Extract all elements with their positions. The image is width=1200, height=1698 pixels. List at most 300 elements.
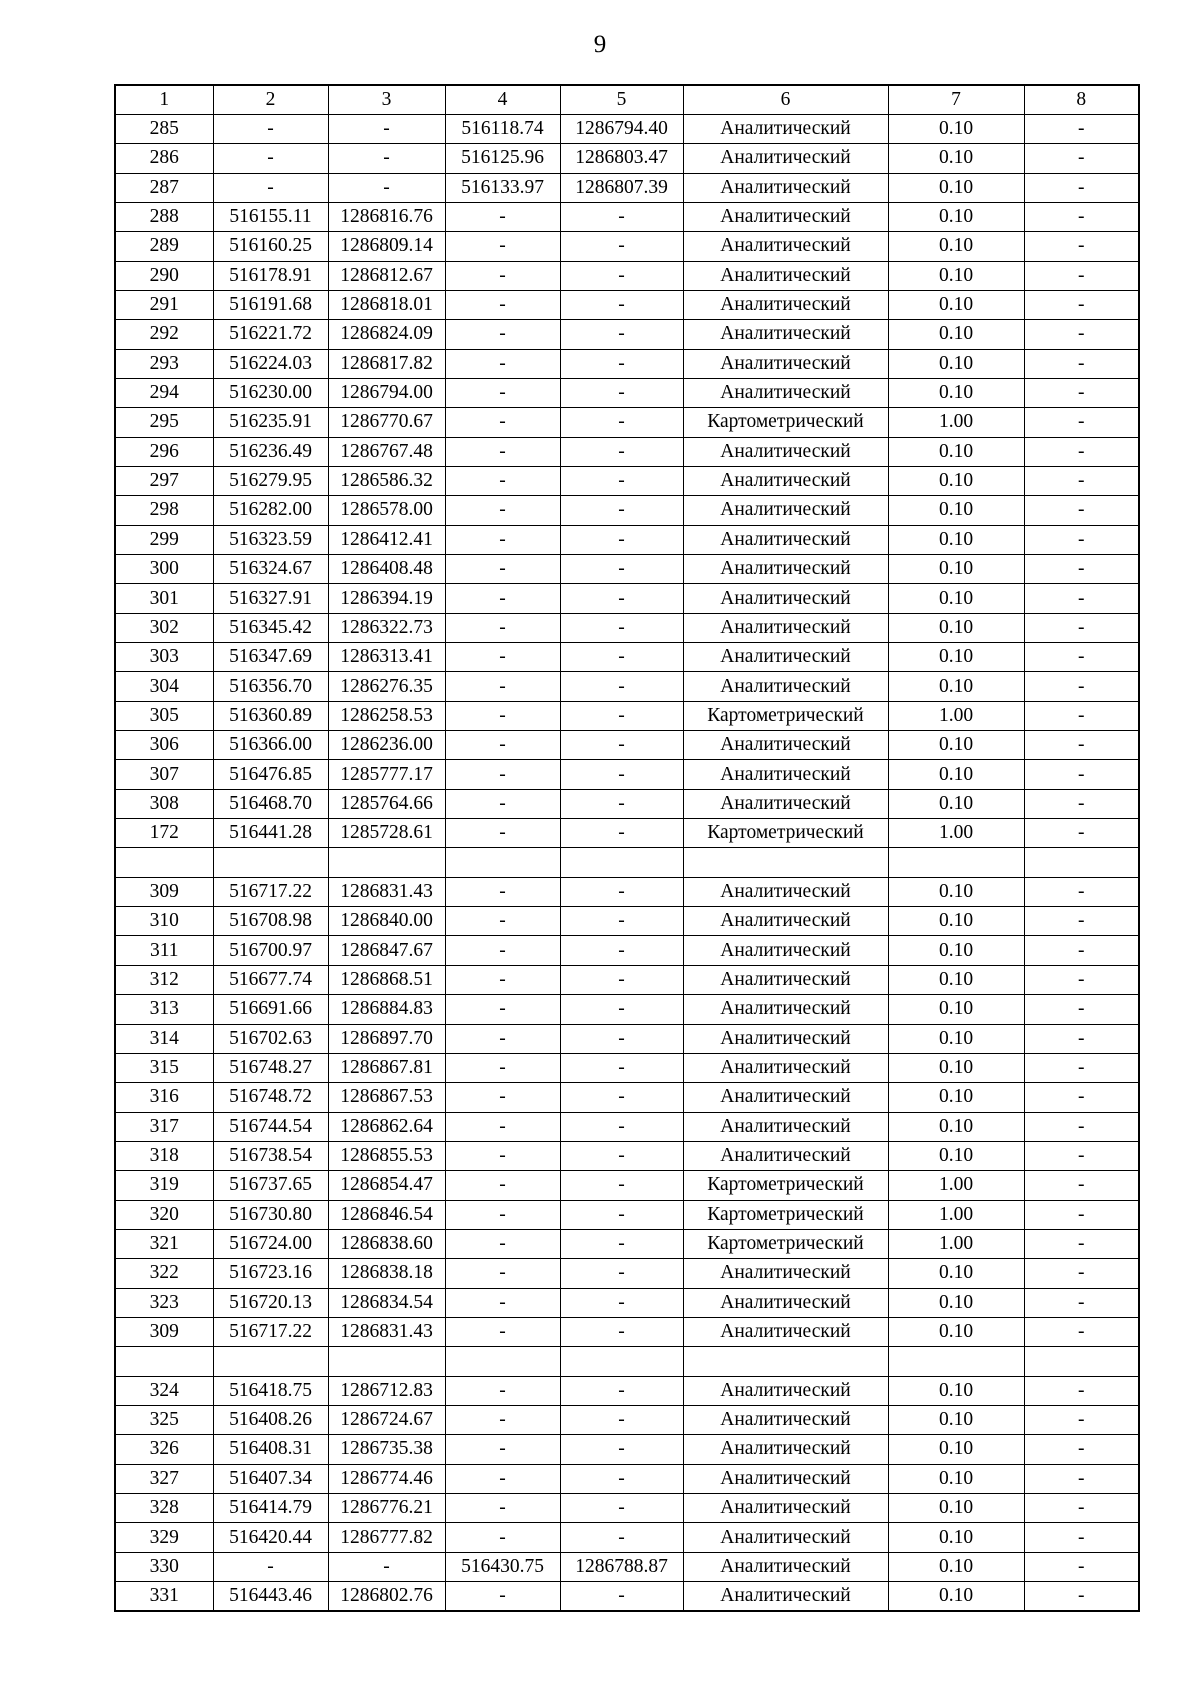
cell-x-coord: 516730.80	[213, 1200, 328, 1229]
cell-x-coord-alt: -	[445, 1435, 560, 1464]
cell-y-coord: 1286586.32	[328, 466, 445, 495]
cell-accuracy: 0.10	[888, 290, 1024, 319]
cell-y-coord: 1286578.00	[328, 496, 445, 525]
cell-y-coord: 1286847.67	[328, 936, 445, 965]
cell-method: Аналитический	[683, 1405, 888, 1434]
cell-note: -	[1024, 907, 1139, 936]
header-cell-x-coord-alt: 4	[445, 85, 560, 114]
cell-y-coord-alt: -	[560, 1024, 683, 1053]
cell-y-coord: 1286322.73	[328, 613, 445, 642]
cell-x-coord-alt: -	[445, 1523, 560, 1552]
cell-method: Аналитический	[683, 1288, 888, 1317]
cell-method: Аналитический	[683, 907, 888, 936]
cell-x-coord-alt: -	[445, 232, 560, 261]
cell-y-coord-alt: -	[560, 1112, 683, 1141]
cell-note: -	[1024, 144, 1139, 173]
cell-point-number: 325	[115, 1405, 213, 1434]
cell-y-coord: 1286770.67	[328, 408, 445, 437]
cell-note: -	[1024, 320, 1139, 349]
cell-method: Картометрический	[683, 819, 888, 848]
cell-y-coord: 1286276.35	[328, 672, 445, 701]
table-row	[115, 525, 1139, 554]
cell-accuracy: 0.10	[888, 378, 1024, 407]
table-row	[115, 1053, 1139, 1082]
cell-point-number: 300	[115, 555, 213, 584]
table-row	[115, 1552, 1139, 1581]
cell-x-coord: 516691.66	[213, 995, 328, 1024]
table-row	[115, 672, 1139, 701]
cell-x-coord-alt: -	[445, 1259, 560, 1288]
cell-note: -	[1024, 378, 1139, 407]
cell-accuracy: 0.10	[888, 584, 1024, 613]
cell-x-coord-alt	[445, 1347, 560, 1376]
cell-x-coord-alt: -	[445, 1024, 560, 1053]
cell-note: -	[1024, 1464, 1139, 1493]
cell-accuracy: 1.00	[888, 701, 1024, 730]
cell-point-number: 293	[115, 349, 213, 378]
table-row	[115, 731, 1139, 760]
cell-x-coord: 516155.11	[213, 202, 328, 231]
table-row	[115, 1347, 1139, 1376]
cell-x-coord: 516178.91	[213, 261, 328, 290]
cell-point-number: 309	[115, 1317, 213, 1346]
cell-point-number: 299	[115, 525, 213, 554]
cell-accuracy: 0.10	[888, 643, 1024, 672]
table-row	[115, 1083, 1139, 1112]
cell-x-coord: 516724.00	[213, 1229, 328, 1258]
cell-method: Аналитический	[683, 1259, 888, 1288]
cell-x-coord: 516279.95	[213, 466, 328, 495]
cell-x-coord: 516708.98	[213, 907, 328, 936]
cell-y-coord-alt: -	[560, 349, 683, 378]
cell-method: Аналитический	[683, 1083, 888, 1112]
cell-y-coord: -	[328, 1552, 445, 1581]
cell-x-coord-alt: -	[445, 877, 560, 906]
cell-point-number: 315	[115, 1053, 213, 1082]
cell-x-coord-alt: -	[445, 819, 560, 848]
cell-y-coord-alt: -	[560, 584, 683, 613]
cell-method: Картометрический	[683, 408, 888, 437]
cell-method: Картометрический	[683, 701, 888, 730]
cell-y-coord: 1286862.64	[328, 1112, 445, 1141]
cell-accuracy: 0.10	[888, 555, 1024, 584]
cell-x-coord: 516408.31	[213, 1435, 328, 1464]
table-row	[115, 1229, 1139, 1258]
cell-method: Аналитический	[683, 760, 888, 789]
cell-accuracy: 0.10	[888, 672, 1024, 701]
cell-y-coord-alt: -	[560, 525, 683, 554]
cell-accuracy: 0.10	[888, 731, 1024, 760]
cell-x-coord: 516327.91	[213, 584, 328, 613]
cell-y-coord-alt: -	[560, 1259, 683, 1288]
cell-note: -	[1024, 789, 1139, 818]
table-row	[115, 1171, 1139, 1200]
table-row	[115, 1317, 1139, 1346]
cell-method: Аналитический	[683, 643, 888, 672]
cell-y-coord-alt: -	[560, 1376, 683, 1405]
cell-accuracy: 0.10	[888, 1317, 1024, 1346]
cell-accuracy	[888, 1347, 1024, 1376]
cell-point-number: 329	[115, 1523, 213, 1552]
cell-y-coord: 1285764.66	[328, 789, 445, 818]
cell-point-number: 303	[115, 643, 213, 672]
cell-x-coord: 516408.26	[213, 1405, 328, 1434]
cell-x-coord-alt: 516430.75	[445, 1552, 560, 1581]
cell-accuracy: 0.10	[888, 936, 1024, 965]
page-number: 9	[593, 31, 607, 58]
cell-x-coord-alt: 516125.96	[445, 144, 560, 173]
cell-point-number: 330	[115, 1552, 213, 1581]
table-row	[115, 144, 1139, 173]
cell-x-coord-alt: -	[445, 1053, 560, 1082]
cell-accuracy: 0.10	[888, 525, 1024, 554]
cell-y-coord-alt: -	[560, 261, 683, 290]
cell-note: -	[1024, 466, 1139, 495]
cell-y-coord: 1286794.00	[328, 378, 445, 407]
cell-method: Аналитический	[683, 144, 888, 173]
cell-point-number	[115, 1347, 213, 1376]
cell-x-coord: 516224.03	[213, 349, 328, 378]
cell-method: Картометрический	[683, 1200, 888, 1229]
cell-y-coord: 1286724.67	[328, 1405, 445, 1434]
table-row	[115, 437, 1139, 466]
table-row	[115, 936, 1139, 965]
cell-x-coord-alt: -	[445, 320, 560, 349]
cell-x-coord: 516717.22	[213, 877, 328, 906]
cell-y-coord-alt	[560, 1347, 683, 1376]
cell-x-coord-alt	[445, 848, 560, 877]
header-cell-x-coord: 2	[213, 85, 328, 114]
cell-point-number: 302	[115, 613, 213, 642]
cell-x-coord: 516160.25	[213, 232, 328, 261]
cell-method	[683, 1347, 888, 1376]
table-row	[115, 1288, 1139, 1317]
cell-x-coord-alt: -	[445, 1405, 560, 1434]
cell-note: -	[1024, 672, 1139, 701]
cell-x-coord: 516748.72	[213, 1083, 328, 1112]
cell-y-coord-alt: -	[560, 1464, 683, 1493]
table-row	[115, 1523, 1139, 1552]
cell-x-coord: 516414.79	[213, 1494, 328, 1523]
cell-x-coord-alt: -	[445, 1141, 560, 1170]
cell-x-coord-alt: -	[445, 907, 560, 936]
cell-accuracy: 0.10	[888, 144, 1024, 173]
cell-x-coord-alt: -	[445, 1582, 560, 1611]
table-row	[115, 320, 1139, 349]
table-row	[115, 584, 1139, 613]
cell-accuracy: 0.10	[888, 496, 1024, 525]
cell-method: Аналитический	[683, 1053, 888, 1082]
table-row	[115, 408, 1139, 437]
cell-y-coord-alt: -	[560, 789, 683, 818]
cell-point-number: 296	[115, 437, 213, 466]
table-row	[115, 701, 1139, 730]
cell-y-coord-alt: -	[560, 995, 683, 1024]
cell-x-coord: -	[213, 173, 328, 202]
cell-y-coord-alt: -	[560, 1405, 683, 1434]
cell-x-coord: 516221.72	[213, 320, 328, 349]
header-row	[115, 85, 1139, 114]
cell-y-coord: -	[328, 144, 445, 173]
table-row	[115, 1141, 1139, 1170]
cell-accuracy: 0.10	[888, 232, 1024, 261]
cell-note: -	[1024, 1405, 1139, 1434]
cell-accuracy: 0.10	[888, 613, 1024, 642]
cell-note: -	[1024, 408, 1139, 437]
cell-accuracy: 0.10	[888, 349, 1024, 378]
cell-y-coord: 1286884.83	[328, 995, 445, 1024]
header-cell-method: 6	[683, 85, 888, 114]
cell-x-coord: -	[213, 1552, 328, 1581]
cell-accuracy: 0.10	[888, 1523, 1024, 1552]
cell-y-coord: 1286774.46	[328, 1464, 445, 1493]
cell-y-coord: 1286812.67	[328, 261, 445, 290]
cell-point-number: 320	[115, 1200, 213, 1229]
cell-y-coord: 1286855.53	[328, 1141, 445, 1170]
cell-y-coord-alt: -	[560, 1582, 683, 1611]
cell-note: -	[1024, 290, 1139, 319]
cell-y-coord: 1286831.43	[328, 877, 445, 906]
cell-y-coord: 1286412.41	[328, 525, 445, 554]
cell-point-number: 316	[115, 1083, 213, 1112]
cell-method: Аналитический	[683, 1523, 888, 1552]
cell-note: -	[1024, 1229, 1139, 1258]
cell-note: -	[1024, 1582, 1139, 1611]
cell-x-coord: 516420.44	[213, 1523, 328, 1552]
cell-y-coord-alt: -	[560, 1317, 683, 1346]
cell-note: -	[1024, 1083, 1139, 1112]
cell-method: Аналитический	[683, 613, 888, 642]
cell-x-coord-alt: -	[445, 643, 560, 672]
cell-method: Картометрический	[683, 1229, 888, 1258]
cell-accuracy: 0.10	[888, 202, 1024, 231]
cell-y-coord-alt: -	[560, 378, 683, 407]
cell-method: Аналитический	[683, 555, 888, 584]
cell-accuracy	[888, 848, 1024, 877]
cell-x-coord-alt: -	[445, 995, 560, 1024]
cell-method: Аналитический	[683, 349, 888, 378]
cell-method: Аналитический	[683, 320, 888, 349]
cell-x-coord-alt: -	[445, 1112, 560, 1141]
cell-y-coord: 1286712.83	[328, 1376, 445, 1405]
cell-y-coord: 1286809.14	[328, 232, 445, 261]
cell-point-number: 286	[115, 144, 213, 173]
cell-y-coord-alt: -	[560, 1494, 683, 1523]
cell-note: -	[1024, 525, 1139, 554]
cell-method: Картометрический	[683, 1171, 888, 1200]
cell-note: -	[1024, 1141, 1139, 1170]
cell-x-coord-alt: -	[445, 349, 560, 378]
cell-point-number: 312	[115, 965, 213, 994]
cell-accuracy: 0.10	[888, 466, 1024, 495]
cell-y-coord-alt: -	[560, 1435, 683, 1464]
cell-y-coord-alt: -	[560, 555, 683, 584]
cell-method: Аналитический	[683, 789, 888, 818]
table-body	[115, 85, 1139, 1611]
cell-y-coord-alt: -	[560, 877, 683, 906]
cell-point-number: 309	[115, 877, 213, 906]
cell-method: Аналитический	[683, 965, 888, 994]
cell-accuracy: 1.00	[888, 1171, 1024, 1200]
cell-y-coord: 1286834.54	[328, 1288, 445, 1317]
cell-y-coord: 1286867.81	[328, 1053, 445, 1082]
cell-point-number: 324	[115, 1376, 213, 1405]
cell-accuracy: 0.10	[888, 1376, 1024, 1405]
cell-method: Аналитический	[683, 378, 888, 407]
cell-point-number: 301	[115, 584, 213, 613]
cell-accuracy: 0.10	[888, 114, 1024, 143]
table-row	[115, 555, 1139, 584]
cell-note: -	[1024, 173, 1139, 202]
cell-x-coord: 516356.70	[213, 672, 328, 701]
cell-x-coord	[213, 1347, 328, 1376]
cell-y-coord: 1286867.53	[328, 1083, 445, 1112]
cell-x-coord-alt: -	[445, 731, 560, 760]
cell-y-coord: 1286854.47	[328, 1171, 445, 1200]
cell-point-number: 294	[115, 378, 213, 407]
cell-x-coord-alt: -	[445, 760, 560, 789]
cell-y-coord-alt: -	[560, 1229, 683, 1258]
cell-y-coord: 1286777.82	[328, 1523, 445, 1552]
cell-x-coord-alt: -	[445, 1317, 560, 1346]
cell-point-number: 308	[115, 789, 213, 818]
header-cell-note: 8	[1024, 85, 1139, 114]
cell-y-coord-alt: 1286803.47	[560, 144, 683, 173]
table-row	[115, 995, 1139, 1024]
cell-y-coord-alt: -	[560, 731, 683, 760]
cell-y-coord-alt: -	[560, 965, 683, 994]
cell-x-coord-alt: -	[445, 437, 560, 466]
cell-accuracy: 0.10	[888, 1083, 1024, 1112]
table-row	[115, 202, 1139, 231]
cell-method: Аналитический	[683, 1435, 888, 1464]
cell-point-number: 291	[115, 290, 213, 319]
cell-x-coord: 516744.54	[213, 1112, 328, 1141]
cell-point-number: 326	[115, 1435, 213, 1464]
cell-x-coord: 516230.00	[213, 378, 328, 407]
cell-note: -	[1024, 261, 1139, 290]
cell-x-coord-alt: -	[445, 261, 560, 290]
cell-x-coord: 516360.89	[213, 701, 328, 730]
cell-y-coord: 1286313.41	[328, 643, 445, 672]
table-row	[115, 496, 1139, 525]
cell-x-coord: 516720.13	[213, 1288, 328, 1317]
cell-accuracy: 0.10	[888, 1494, 1024, 1523]
cell-x-coord-alt: -	[445, 672, 560, 701]
cell-point-number: 331	[115, 1582, 213, 1611]
cell-method: Аналитический	[683, 584, 888, 613]
cell-accuracy: 0.10	[888, 1464, 1024, 1493]
cell-note: -	[1024, 1112, 1139, 1141]
cell-y-coord-alt: -	[560, 1200, 683, 1229]
cell-point-number: 305	[115, 701, 213, 730]
cell-y-coord-alt: -	[560, 1523, 683, 1552]
cell-y-coord: 1286735.38	[328, 1435, 445, 1464]
cell-accuracy: 0.10	[888, 1141, 1024, 1170]
cell-x-coord-alt: -	[445, 408, 560, 437]
cell-y-coord-alt: -	[560, 613, 683, 642]
cell-x-coord-alt: -	[445, 1229, 560, 1258]
cell-y-coord: 1286868.51	[328, 965, 445, 994]
cell-y-coord: 1286408.48	[328, 555, 445, 584]
cell-method: Аналитический	[683, 1141, 888, 1170]
cell-accuracy: 0.10	[888, 760, 1024, 789]
cell-note: -	[1024, 584, 1139, 613]
cell-x-coord-alt: -	[445, 1376, 560, 1405]
cell-y-coord: 1285777.17	[328, 760, 445, 789]
cell-accuracy: 0.10	[888, 173, 1024, 202]
cell-y-coord: 1286258.53	[328, 701, 445, 730]
cell-note: -	[1024, 1024, 1139, 1053]
cell-point-number: 290	[115, 261, 213, 290]
cell-x-coord-alt: -	[445, 555, 560, 584]
cell-y-coord-alt	[560, 848, 683, 877]
cell-point-number: 322	[115, 1259, 213, 1288]
cell-y-coord-alt: -	[560, 1141, 683, 1170]
cell-method: Аналитический	[683, 466, 888, 495]
cell-point-number: 287	[115, 173, 213, 202]
cell-y-coord-alt: -	[560, 1083, 683, 1112]
cell-note: -	[1024, 701, 1139, 730]
cell-note: -	[1024, 1552, 1139, 1581]
cell-y-coord-alt: -	[560, 232, 683, 261]
cell-method: Аналитический	[683, 1024, 888, 1053]
cell-point-number: 318	[115, 1141, 213, 1170]
cell-x-coord: 516323.59	[213, 525, 328, 554]
cell-point-number: 314	[115, 1024, 213, 1053]
cell-point-number: 304	[115, 672, 213, 701]
cell-x-coord-alt: -	[445, 290, 560, 319]
cell-note: -	[1024, 613, 1139, 642]
cell-x-coord-alt: -	[445, 202, 560, 231]
cell-y-coord-alt: -	[560, 320, 683, 349]
cell-x-coord-alt: -	[445, 613, 560, 642]
cell-x-coord: 516443.46	[213, 1582, 328, 1611]
table-row	[115, 965, 1139, 994]
cell-x-coord-alt: -	[445, 525, 560, 554]
cell-note: -	[1024, 731, 1139, 760]
cell-method: Аналитический	[683, 1317, 888, 1346]
cell-x-coord-alt: -	[445, 466, 560, 495]
cell-method: Аналитический	[683, 261, 888, 290]
cell-x-coord: 516347.69	[213, 643, 328, 672]
table-row	[115, 1582, 1139, 1611]
table-row	[115, 1376, 1139, 1405]
cell-x-coord: 516418.75	[213, 1376, 328, 1405]
cell-y-coord-alt: -	[560, 408, 683, 437]
cell-y-coord-alt: 1286807.39	[560, 173, 683, 202]
table-row	[115, 261, 1139, 290]
cell-y-coord: -	[328, 173, 445, 202]
cell-point-number: 292	[115, 320, 213, 349]
cell-note: -	[1024, 877, 1139, 906]
table-row	[115, 760, 1139, 789]
cell-point-number: 317	[115, 1112, 213, 1141]
cell-y-coord-alt: -	[560, 672, 683, 701]
cell-note: -	[1024, 1317, 1139, 1346]
cell-point-number: 298	[115, 496, 213, 525]
table-row	[115, 643, 1139, 672]
cell-x-coord: 516282.00	[213, 496, 328, 525]
cell-note: -	[1024, 1171, 1139, 1200]
cell-y-coord	[328, 1347, 445, 1376]
table-row	[115, 789, 1139, 818]
cell-y-coord: 1286776.21	[328, 1494, 445, 1523]
cell-x-coord: 516748.27	[213, 1053, 328, 1082]
table-row	[115, 378, 1139, 407]
table-row	[115, 290, 1139, 319]
cell-note	[1024, 848, 1139, 877]
